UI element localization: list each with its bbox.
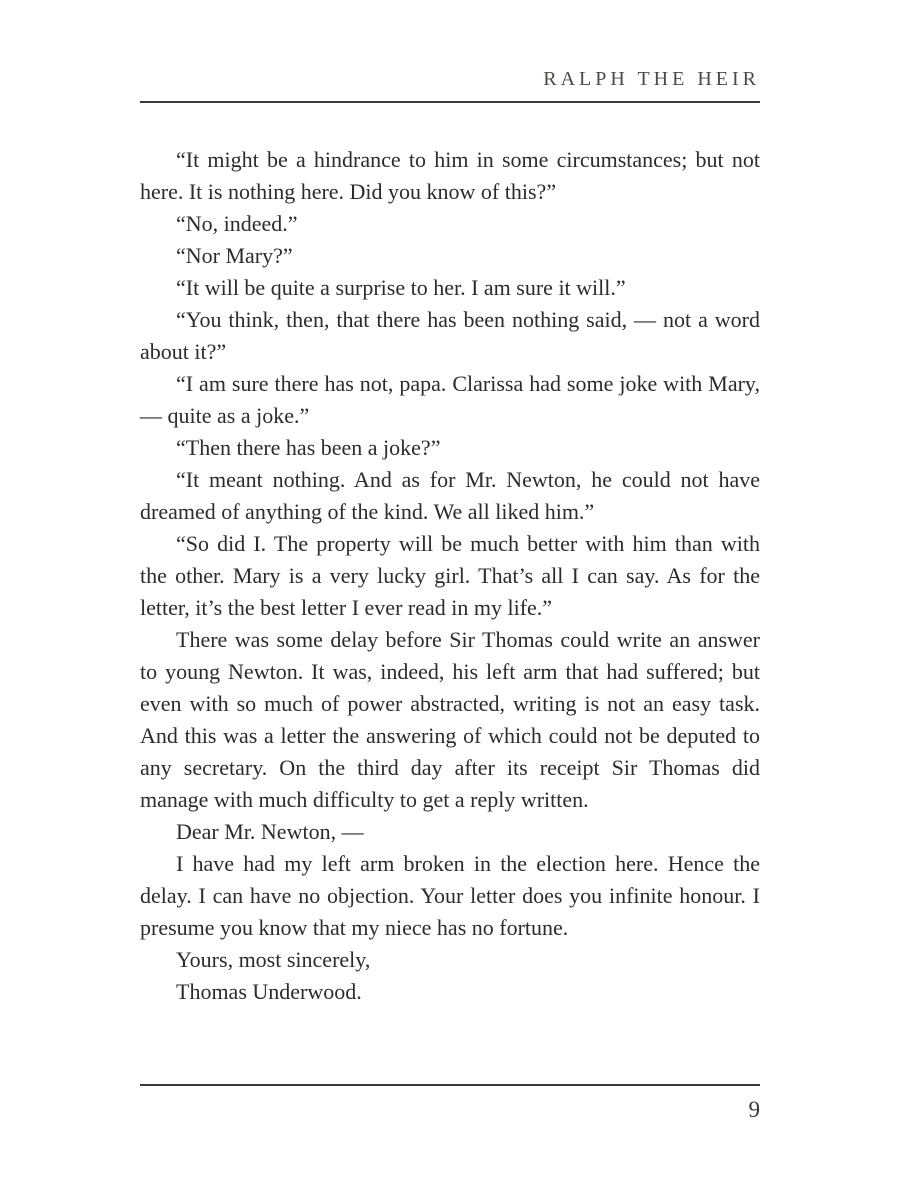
body-text <box>140 144 760 1008</box>
paragraph: There was some delay before Sir Thomas could write an answer to young Newton. It was, indeed, his left arm that had suffered; but even with so much of power abstracted, writing is not an easy task. And this was a letter the answering of which could not be deputed to any secretary. On the third day after its receipt Sir Thomas did manage with much difficulty to get a reply written. <box>140 627 760 812</box>
paragraph: “Then there has been a joke?” <box>176 435 441 460</box>
running-head-title: RALPH THE HEIR <box>543 68 760 90</box>
paragraph: “I am sure there has not, papa. Clarissa had some joke with Mary, — quite as a joke.” <box>140 371 760 428</box>
paragraph: “It meant nothing. And as for Mr. Newton, he could not have dreamed of anything of the kind. We all liked him.” <box>140 467 760 524</box>
paragraph: “So did I. The property will be much better with him than with the other. Mary is a very lucky girl. That’s all I can say. As for the letter, it’s the best letter I ever read in my life.” <box>140 531 760 620</box>
paragraph: Dear Mr. Newton, — <box>176 819 364 844</box>
paragraph: I have had my left arm broken in the election here. Hence the delay. I can have no objection. Your letter does you infinite honour. I presume you know that my niece has no fortune. <box>140 851 760 940</box>
paragraph: “It will be quite a surprise to her. I am sure it will.” <box>176 275 626 300</box>
page-footer <box>140 1084 760 1124</box>
paragraph: Thomas Underwood. <box>176 979 362 1004</box>
paragraph: “Nor Mary?” <box>176 243 293 268</box>
paragraph: “No, indeed.” <box>176 211 298 236</box>
paragraph: “You think, then, that there has been nothing said, — not a word about it?” <box>140 307 760 364</box>
paragraph: Yours, most sincerely, <box>176 947 371 972</box>
footer-rule <box>140 1084 760 1086</box>
paragraph: “It might be a hindrance to him in some circumstances; but not here. It is nothing here. Did you know of this?” <box>140 147 760 204</box>
page-header <box>140 66 760 103</box>
page-number: 9 <box>748 1097 760 1122</box>
header-rule <box>140 101 760 103</box>
